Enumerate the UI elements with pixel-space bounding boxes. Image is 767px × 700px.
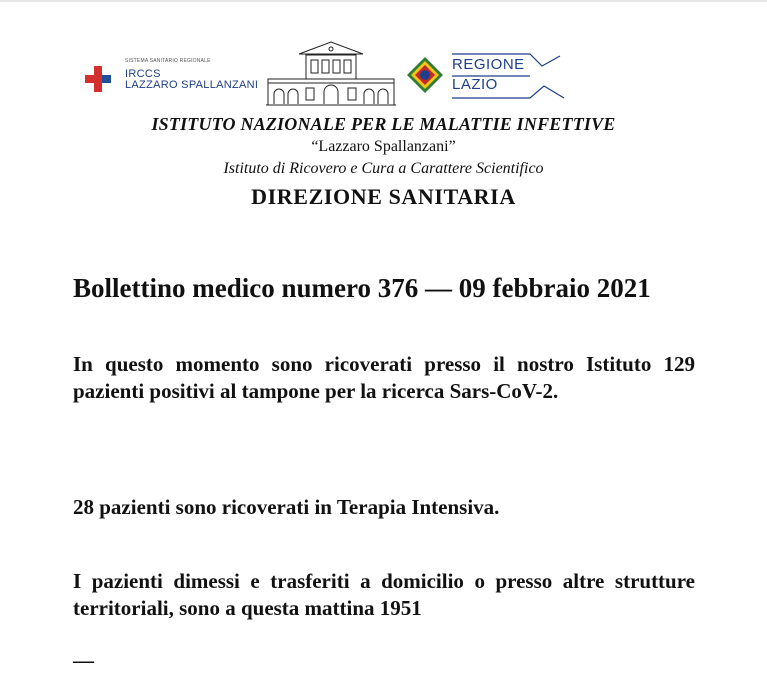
regione-emblem-icon	[406, 56, 444, 94]
top-border	[0, 0, 767, 2]
irccs-logo-system-text: SISTEMA SANITARIO REGIONALE	[125, 58, 211, 64]
bulletin-paragraph-hospitalized: In questo momento sono ricoverati presso il nostro Istituto 129 pazienti positivi al tampone per la ricerca Sars-CoV-2.	[73, 352, 695, 403]
irccs-logo-line2: LAZZARO SPALLANZANI	[125, 79, 259, 91]
header-logos	[80, 38, 640, 110]
irccs-logo	[85, 56, 260, 96]
regione-logo-line1: REGIONE	[452, 56, 525, 73]
regione-lazio-logo	[406, 50, 566, 100]
institute-building-icon	[266, 38, 396, 110]
institute-category: Istituto di Ricovero e Cura a Carattere Scientifico	[223, 160, 544, 177]
bulletin-paragraph-discharged: I pazienti dimessi e trasferiti a domicilio o presso altre strutture territoriali, sono a questa mattina 1951	[73, 569, 695, 620]
irccs-logo-line1: IRCCS	[125, 68, 161, 80]
regione-logo-line2: LAZIO	[452, 76, 498, 93]
red-cross-icon	[85, 66, 111, 92]
bulletin-title: Bollettino medico numero 376 — 09 febbraio 2021	[73, 273, 651, 303]
trailing-dash: —	[73, 648, 94, 672]
institute-name: ISTITUTO NAZIONALE PER LE MALATTIE INFETTIVE	[151, 114, 616, 134]
institute-subname: “Lazzaro Spallanzani”	[311, 138, 456, 155]
department-title: DIREZIONE SANITARIA	[251, 184, 516, 209]
bulletin-paragraph-intensive-care: 28 pazienti sono ricoverati in Terapia Intensiva.	[73, 495, 500, 519]
